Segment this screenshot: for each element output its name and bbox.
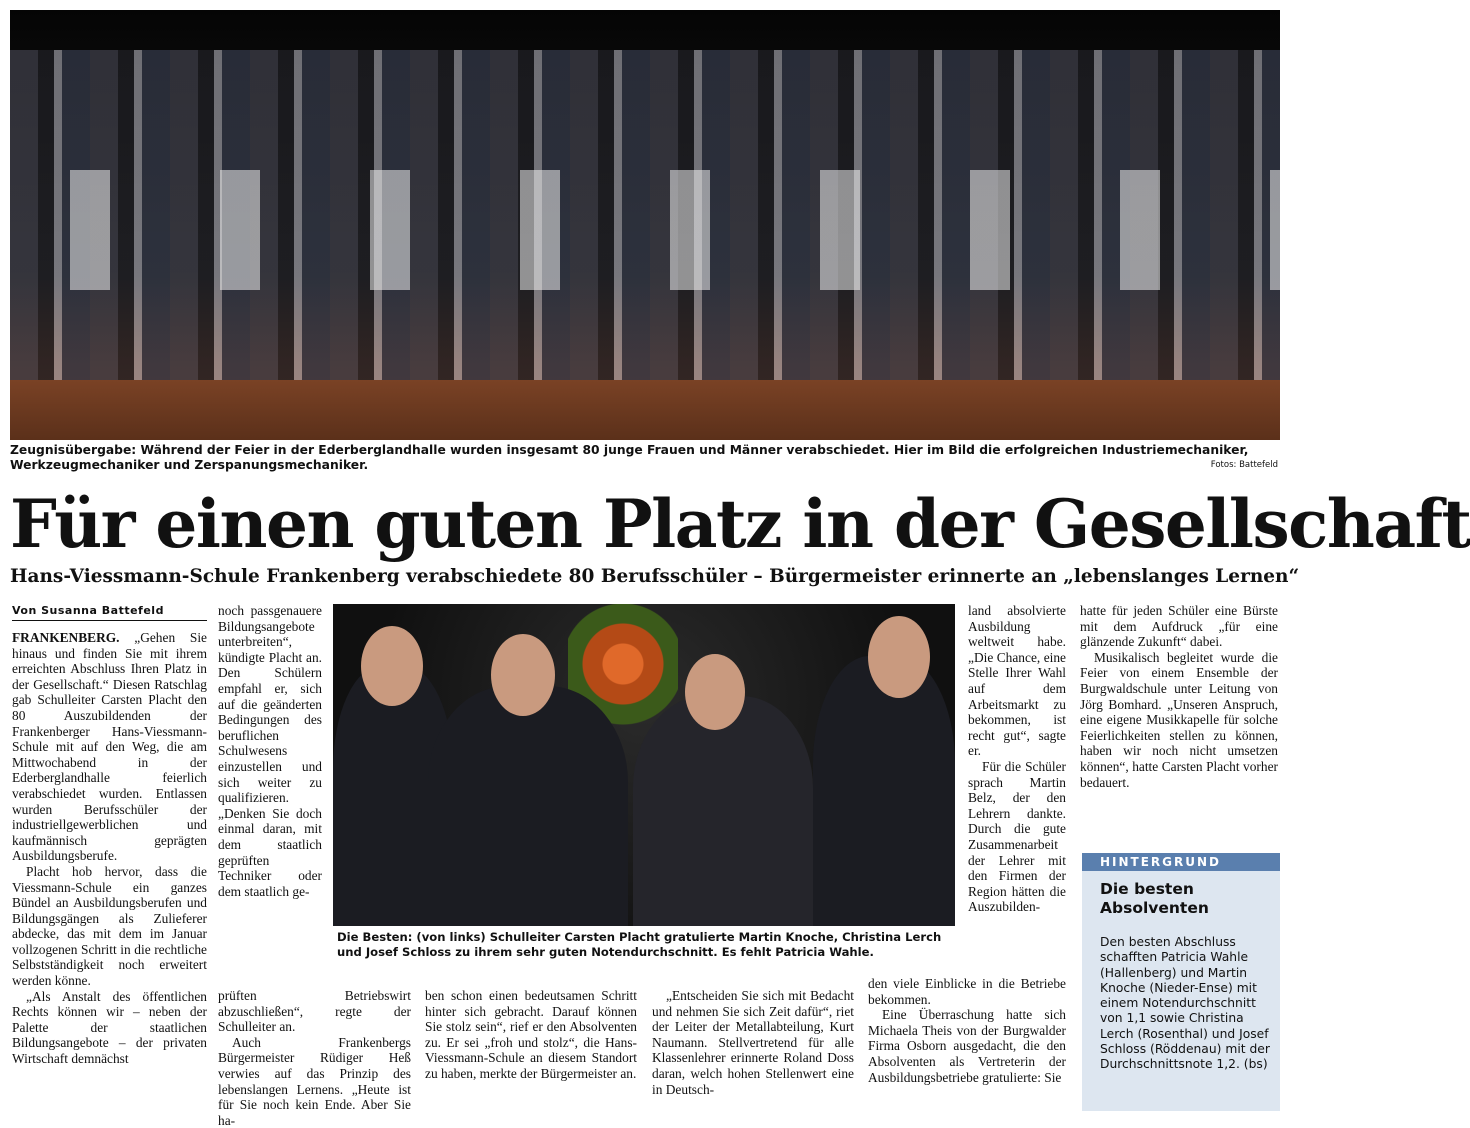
article-column-2-top <box>218 603 322 899</box>
certificates <box>10 170 1280 290</box>
paragraph: land absolvierte Ausbildung weltweit habe. „Die Chance, eine Stelle Ihrer Wahl auf dem Arbeitsmarkt zu bekommen, ist recht gut“, sagte er. <box>968 603 1066 759</box>
paragraph: Musikalisch begleitet wurde die Feier von einem Ensemble der Burgwaldschule unter Leitung von Jörg Bomhard. „Unseren Anspruch, eine eigene Musikkapelle für solche Feierlichkeiten stellen zu können, haben wir noch nicht umsetzen können“, hatte Carsten Placht vorher bedauert. <box>1080 649 1278 790</box>
paragraph: Für die Schüler sprach Martin Belz, der den Lehrern dankte. Durch die gute Zusammenarbeit der Lehrer mit den Firmen der Region hätten die Auszubilden- <box>968 758 1066 915</box>
stage-floor <box>10 380 1280 440</box>
paragraph: den viele Einblicke in die Betriebe bekommen. <box>868 976 1066 1007</box>
article-column-6 <box>1080 603 1278 790</box>
face <box>685 654 745 730</box>
group-photo-caption: Zeugnisübergabe: Während der Feier in der Ederberglandhalle wurden insgesamt 80 junge Frauen und Männer verabschiedet. Hier im Bild die erfolgreichen Industriemechaniker, Werkzeugmechaniker und Zerspanungsmechaniker. <box>10 443 1249 472</box>
paragraph: hatte für jeden Schüler eine Bürste mit dem Aufdruck „für eine glänzende Zukunft“ dabei. <box>1080 603 1278 650</box>
article-column-3 <box>425 988 637 1082</box>
infobox-label: HINTERGRUND <box>1082 853 1280 871</box>
article-column-4 <box>652 988 854 1097</box>
best-graduates-caption: Die Besten: (von links) Schulleiter Carsten Placht gratulierte Martin Knoche, Christina Lerch und Josef Schloss zu ihrem sehr guten Notendurchschnitt. Es fehlt Patricia Wahle. <box>337 930 942 959</box>
face <box>491 634 555 716</box>
article-column-5-bottom <box>868 976 1066 1085</box>
headline: Für einen guten Platz in der Gesellschaft <box>10 485 1470 563</box>
paragraph: Auch Frankenbergs Bürgermeister Rüdiger Heß verwies auf das Prinzip des lebenslangen Lernens. „Heute ist für Sie noch kein Ende. Aber Sie ha- <box>218 1034 411 1128</box>
person-martin-knoche <box>428 686 628 926</box>
article-column-1 <box>12 630 207 1067</box>
paragraph: Eine Überraschung hatte sich Michaela Theis von der Burgwalder Firma Osborn ausgedacht, die den Absolventen als Vertreterin der Ausbildungsbetriebe gratulierte: Sie <box>868 1007 1066 1085</box>
face <box>868 616 930 698</box>
paragraph: prüften Betriebswirt abzuschließen“, regte der Schulleiter an. <box>218 988 411 1035</box>
person-josef-schloss <box>813 656 955 926</box>
photo-credit: Fotos: Battefeld <box>1210 460 1278 470</box>
infobox-title: Die besten Absolventen <box>1100 880 1209 917</box>
infobox-text: Den besten Abschluss schafften Patricia Wahle (Hallenberg) und Martin Knoche (Nieder-Ense) mit einem Notendurchschnitt von 1,1 sowie Christina Lerch (Rosenthal) und Josef Schloss (Röddenau) mit der Durchschnittsnote 1,2. (bs) <box>1100 935 1270 1072</box>
best-graduates-photo <box>333 604 955 926</box>
face <box>361 626 423 706</box>
article-column-2-bottom <box>218 988 411 1128</box>
byline: Von Susanna Battefeld <box>12 604 164 617</box>
subheadline: Hans-Viessmann-Schule Frankenberg verabschiedete 80 Berufsschüler – Bürgermeister erinnerte an „lebenslanges Lernen“ <box>10 566 1300 587</box>
paragraph: noch passgenauere Bildungsangebote unterbreiten“, kündigte Placht an. Den Schülern empfahl er, sich auf die geänderten Bedingungen des beruflichen Schulwesens einzustellen und sich weiter zu qualifizieren. „Denken Sie doch einmal daran, mit dem staatlich geprüften Techniker oder dem staatlich ge- <box>218 603 322 899</box>
paragraph: „Gehen Sie hinaus und finden Sie mit ihrem erreichten Abschluss Ihren Platz in der Gesellschaft.“ Diesen Ratschlag gab Schulleiter Carsten Placht den 80 Auszubildenden der Frankenberger Hans-Viessmann-Schule mit auf den Weg, die am Mittwochabend in der Ederberglandhalle feierlich verabschiedet wurden. Entlassen wurden Berufsschüler der industriellgewerblichen und kaufmännisch geprägten Ausbildungsberufe. <box>12 630 207 864</box>
article-column-5-top <box>968 603 1066 915</box>
paragraph: ben schon einen bedeutsamen Schritt hinter sich gebracht. Darauf können Sie stolz sein“, rief er den Absolventen zu. Er sei „froh und stolz“, die Hans-Viessmann-Schule an diesem Standort zu haben, merkte der Bürgermeister an. <box>425 988 637 1081</box>
byline-rule <box>12 620 207 621</box>
dateline: FRANKENBERG. <box>12 630 120 645</box>
paragraph: „Entscheiden Sie sich mit Bedacht und nehmen Sie sich Zeit dafür“, riet der Leiter der Metallabteilung, Kurt Naumann. Stellvertretend für alle Klassenlehrer erinnerte Roland Doss daran, welch hohen Stellenwert eine in Deutsch- <box>652 988 854 1097</box>
person-christina-lerch <box>633 696 813 926</box>
paragraph: „Als Anstalt des öffentlichen Rechts können wir – neben der Palette der staatlichen Bildungsangebote – der privaten Wirtschaft demnächst <box>12 988 207 1067</box>
background-infobox <box>1082 853 1280 1111</box>
group-photo <box>10 10 1280 440</box>
paragraph: Placht hob hervor, dass die Viessmann-Schule ein ganzes Bündel an Ausbildungsberufen und Bildungsgängen als Zulieferer abdecke, das mit dem im Januar vollzogenen Schritt in die rechtliche Selbstständigkeit noch erweitert werden könne. <box>12 863 207 989</box>
